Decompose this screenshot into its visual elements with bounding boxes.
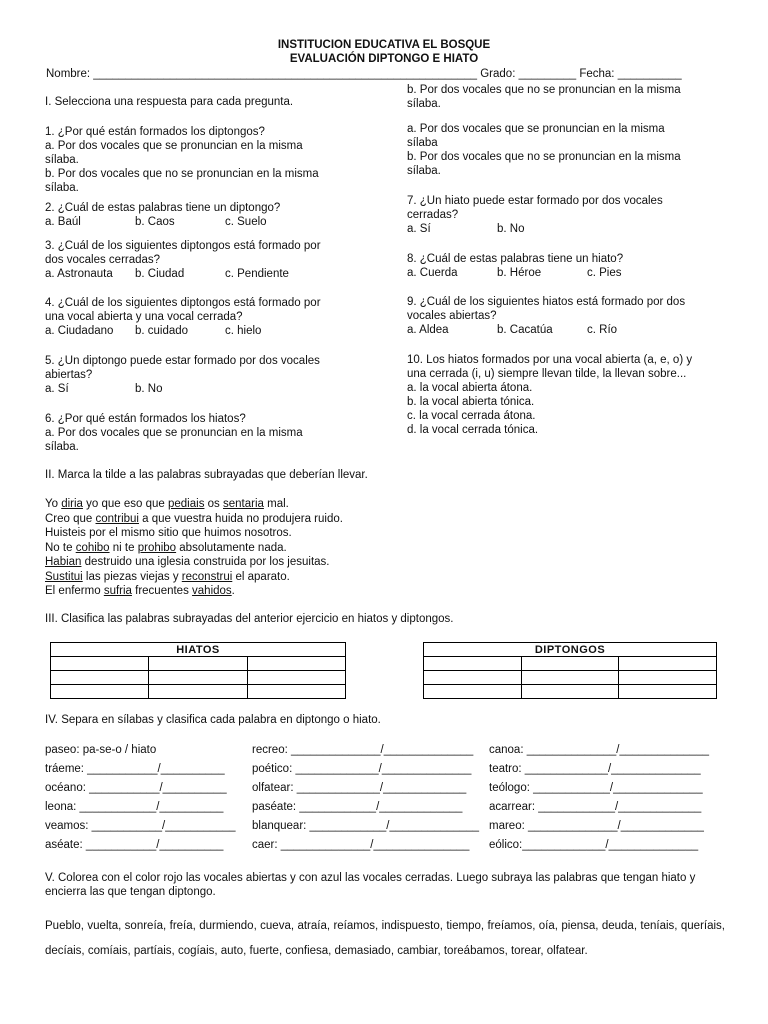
question-text: una cerrada (i, u) siempre llevan tilde, la llevan sobre... [407,368,687,380]
answer-option: a. Por dos vocales que se pronuncian en la misma [407,123,665,135]
diptongos-cell[interactable] [619,685,717,699]
hiatos-cell[interactable] [149,657,247,671]
syllable-exercise-item: caer: ______________/_______________ [252,839,470,851]
diptongos-cell[interactable] [424,657,522,671]
syllable-exercise-item: blanquear: ____________/______________ [252,820,480,832]
sentence [45,526,292,540]
answer-option: b. Héroe [497,267,542,279]
question-text: abiertas? [45,369,93,381]
answer-option: b. Ciudad [135,268,185,280]
student-fields: Nombre: ____________________________________________________________ Grado: _________ Fecha: __________ [46,68,682,80]
syllable-exercise-item: acarrear: ____________/_____________ [489,801,702,813]
sentence-text: os [204,498,223,510]
sentence-text: ni te [109,541,138,554]
section2-title: II. Marca la tilde a las palabras subrayadas que deberían llevar. [45,469,368,481]
answer-option: a. Por dos vocales que se pronuncian en la misma [45,427,303,439]
answer-option: b. No [135,383,163,395]
sentence-text: No te [45,541,76,554]
answer-option: a. Sí [45,383,69,395]
hiatos-cell[interactable] [51,671,149,685]
diptongos-table [423,642,717,699]
sentence [45,584,235,598]
syllable-exercise-item: eólico:_____________/______________ [489,839,699,851]
answer-option: c. Suelo [225,216,267,228]
syllable-exercise-item: mareo: ______________/_____________ [489,820,704,832]
question-text: dos vocales cerradas? [45,254,161,266]
underlined-word[interactable]: prohibo [137,541,177,554]
diptongos-cell[interactable] [619,657,717,671]
underlined-word[interactable]: reconstrui [181,570,233,583]
sentence-text: el aparato. [232,570,290,583]
underlined-word[interactable]: vahidos [192,585,232,597]
answer-option: sílaba. [407,98,441,110]
underlined-word[interactable]: Sustitui [45,570,83,583]
answer-option: b. cuidado [135,325,189,337]
sentence-text: destruido una iglesia construida por los jesuitas. [81,556,330,568]
diptongos-cell[interactable] [619,671,717,685]
hiatos-cell[interactable] [51,657,149,671]
answer-option: c. Río [587,324,618,336]
answer-option: c. Pendiente [225,268,289,280]
question-text: cerradas? [407,209,459,221]
hiatos-cell[interactable] [247,671,345,685]
sentence-text: yo que eso que [82,498,168,510]
syllable-exercise-item: canoa: ______________/______________ [489,744,709,756]
syllable-exercise-item: veamos: ___________/___________ [45,820,236,832]
syllable-exercise-item: tráeme: ___________/__________ [45,763,225,775]
sentence [45,555,329,569]
question-text: 1. ¿Por qué están formados los diptongos? [45,126,265,138]
syllable-exercise-item: teatro: _____________/______________ [489,763,701,775]
syllable-exercise-item: olfatear: _____________/_____________ [252,782,467,794]
diptongos-header: DIPTONGOS [424,643,717,657]
hiatos-cell[interactable] [51,685,149,699]
syllable-exercise-item: poético: _____________/______________ [252,763,472,775]
question-text: 3. ¿Cuál de los siguientes diptongos está formado por [45,240,321,252]
sentence-text: absolutamente nada. [176,541,287,554]
answer-option: a. Aldea [407,324,449,336]
sentence-text: mal. [263,498,289,510]
answer-option: a. Astronauta [45,268,113,280]
answer-option: b. No [497,223,525,235]
sentence [45,497,289,511]
sentence [45,541,287,555]
question-text: 2. ¿Cuál de estas palabras tiene un diptongo? [45,202,281,214]
answer-option: a. Sí [407,223,431,235]
sentence-text: Yo [45,498,62,510]
section3-title: III. Clasifica las palabras subrayadas del anterior ejercicio en hiatos y diptongos. [45,613,454,625]
exam-title: EVALUACIÓN DIPTONGO E HIATO [289,53,479,65]
sentence-text: El enfermo [45,585,104,597]
question-text: 5. ¿Un diptongo puede estar formado por dos vocales [45,355,320,367]
answer-option: sílaba. [45,441,79,453]
syllable-exercise-item: océano: ___________/__________ [45,782,227,794]
syllable-exercise-item: leona: ____________/__________ [45,801,224,813]
answer-option: sílaba. [45,154,79,166]
sentence-text: frecuentes [131,585,193,597]
syllable-exercise-item: teólogo: ____________/______________ [489,782,703,794]
sentence-text: las piezas viejas y [82,570,182,583]
diptongos-cell[interactable] [521,657,619,671]
hiatos-cell[interactable] [247,657,345,671]
question-text: vocales abiertas? [407,310,497,322]
answer-option: b. la vocal abierta tónica. [407,396,535,408]
syllable-exercise-item: paseo: pa-se-o / hiato [45,744,157,756]
sentence-text: Creo que [45,512,96,525]
underlined-word[interactable]: Habian [45,556,82,568]
answer-option: a. Baúl [45,216,81,228]
question-text: 8. ¿Cuál de estas palabras tiene un hiato? [407,253,624,265]
answer-option: b. Caos [135,216,175,228]
syllable-exercise-item: recreo: ______________/______________ [252,744,474,756]
sentence [45,570,290,584]
diptongos-cell[interactable] [521,671,619,685]
underlined-word[interactable]: pediais [168,498,205,510]
question-text: 10. Los hiatos formados por una vocal abierta (a, e, o) y [407,354,693,366]
underlined-word[interactable]: contribui [95,512,139,525]
answer-option: sílaba. [45,182,79,194]
answer-option: b. Por dos vocales que no se pronuncian en la misma [45,168,319,180]
underlined-word[interactable]: diria [61,498,83,510]
answer-option: b. Por dos vocales que no se pronuncian en la misma [407,151,681,163]
answer-option: d. la vocal cerrada tónica. [407,424,539,436]
hiatos-table [50,642,346,699]
answer-option: a. Cuerda [407,267,458,279]
sentence-text: . [231,585,235,597]
sentence [45,512,343,526]
section4-title: IV. Separa en sílabas y clasifica cada palabra en diptongo o hiato. [45,714,381,726]
answer-option: c. Pies [587,267,622,279]
answer-option: sílaba. [407,165,441,177]
hiatos-header: HIATOS [51,643,346,657]
hiatos-cell[interactable] [149,685,247,699]
syllable-exercise-item: aséate: ___________/__________ [45,839,224,851]
syllable-exercise-item: paséate: ____________/_____________ [252,801,463,813]
answer-option: c. la vocal cerrada átona. [407,410,536,422]
answer-option: a. Ciudadano [45,325,114,337]
underlined-word[interactable]: cohibo [75,541,110,554]
underlined-word[interactable]: sentaria [223,498,264,510]
sentence-text: a que vuestra huida no produjera ruido. [138,512,343,525]
section5-title: V. Colorea con el color rojo las vocales abiertas y con azul las vocales cerradas. Luego subraya las palabras que tengan hiato y encierra las que tengan diptongo. [45,872,696,898]
answer-option: a. Por dos vocales que se pronuncian en la misma [45,140,303,152]
hiatos-cell[interactable] [247,685,345,699]
answer-option: b. Cacatúa [497,324,553,336]
diptongos-cell[interactable] [521,685,619,699]
question-text: 6. ¿Por qué están formados los hiatos? [45,413,246,425]
school-name: INSTITUCION EDUCATIVA EL BOSQUE [277,39,491,51]
word-list: Pueblo, vuelta, sonreía, freía, durmiendo, cueva, atraía, reíamos, indispuesto, tiempo, freíamos, oía, piensa, deuda, teníais, queríais, decíais, comíais, partíais, cogíais, auto, fuerte, confiesa, demasiado, cambiar, toreábamos, torear, olfatear. [45,920,725,957]
answer-option: sílaba [407,137,438,149]
sentence-text: Huisteis por el mismo sitio que huimos nosotros. [45,527,292,539]
question-text: 7. ¿Un hiato puede estar formado por dos vocales [407,195,663,207]
answer-option: a. la vocal abierta átona. [407,382,533,394]
answer-option: c. hielo [225,325,262,337]
question-text: 9. ¿Cuál de los siguientes hiatos está formado por dos [407,296,686,308]
diptongos-cell[interactable] [424,685,522,699]
hiatos-cell[interactable] [149,671,247,685]
underlined-word[interactable]: sufria [103,585,132,597]
question-text: una vocal abierta y una vocal cerrada? [45,311,243,323]
answer-option: b. Por dos vocales que no se pronuncian en la misma [407,84,681,96]
diptongos-cell[interactable] [424,671,522,685]
question-text: 4. ¿Cuál de los siguientes diptongos está formado por [45,297,321,309]
section1-title: I. Selecciona una respuesta para cada pregunta. [45,96,294,108]
